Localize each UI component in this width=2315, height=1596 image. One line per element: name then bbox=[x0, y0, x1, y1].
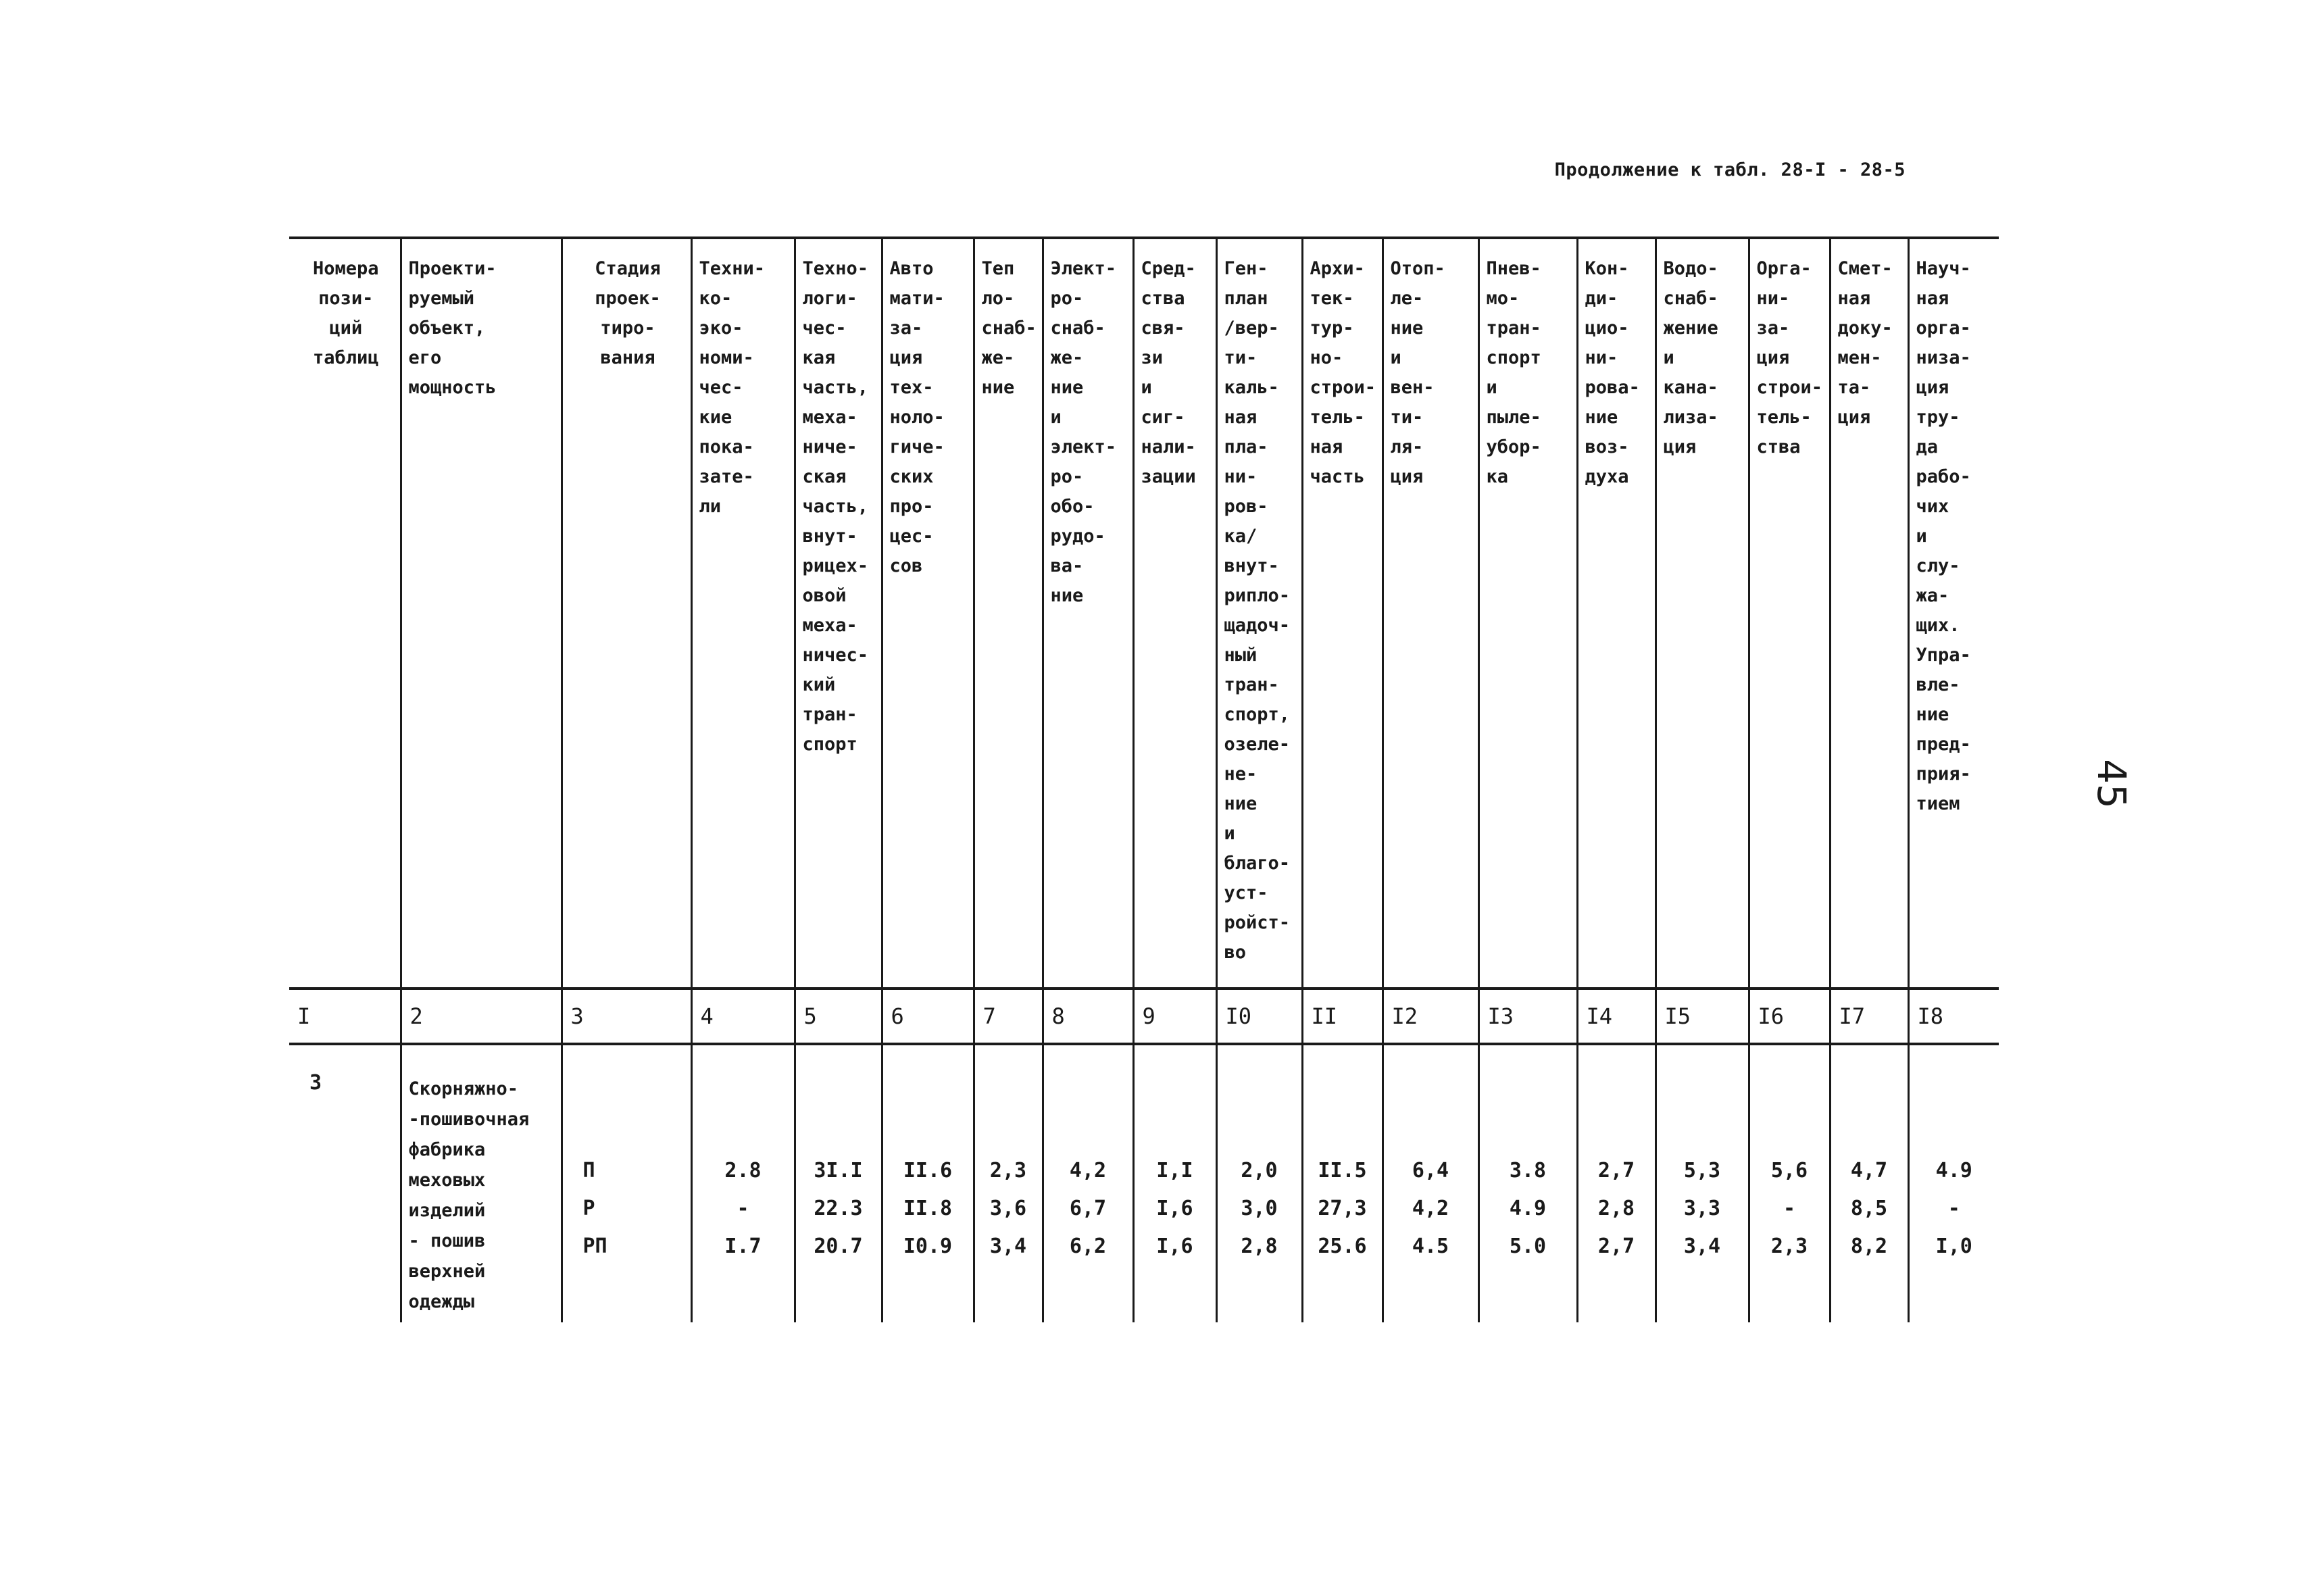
value-cell-col-13 bbox=[1478, 1044, 1577, 1322]
header-line: ле- bbox=[1390, 288, 1424, 309]
header-line: лиза- bbox=[1663, 407, 1718, 428]
header-line: вен- bbox=[1390, 377, 1435, 398]
header-line: кая bbox=[802, 347, 836, 368]
header-line: ка bbox=[1486, 466, 1509, 487]
header-line: тур- bbox=[1310, 318, 1354, 339]
header-line: внут- bbox=[802, 526, 857, 547]
header-cell-15 bbox=[1656, 238, 1749, 989]
header-line: рицех- bbox=[802, 555, 869, 576]
value-cell-col-7 bbox=[974, 1044, 1043, 1322]
header-line: чес- bbox=[802, 318, 847, 339]
header-line: руемый bbox=[408, 288, 475, 309]
value: 2,3 bbox=[989, 1159, 1027, 1182]
header-cell-5 bbox=[795, 238, 882, 989]
header-line: слу- bbox=[1916, 555, 1960, 576]
value-cell-col-4 bbox=[691, 1044, 795, 1322]
header-line: Кон- bbox=[1585, 258, 1629, 279]
header-line: ва- bbox=[1050, 555, 1084, 576]
header-line: ный bbox=[1224, 645, 1258, 666]
stage-value: РП bbox=[582, 1235, 607, 1258]
header-line: внут- bbox=[1224, 555, 1279, 576]
value: I,6 bbox=[1156, 1197, 1193, 1220]
header-line: ние bbox=[1050, 585, 1084, 606]
value-cell-col-5 bbox=[795, 1044, 882, 1322]
value: I.7 bbox=[724, 1235, 762, 1258]
header-line: благо- bbox=[1224, 853, 1291, 874]
data-table bbox=[289, 236, 1999, 1322]
header-line: меха- bbox=[802, 407, 857, 428]
header-line: вле- bbox=[1916, 674, 1960, 695]
position-number: 3 bbox=[309, 1071, 322, 1095]
cell-position bbox=[289, 1044, 401, 1322]
stage-value: П bbox=[582, 1159, 595, 1182]
header-line: доку- bbox=[1837, 318, 1893, 339]
header-line: и bbox=[1916, 526, 1927, 547]
header-line: сов bbox=[889, 555, 923, 576]
header-line: чих bbox=[1916, 496, 1949, 517]
header-line: таблиц bbox=[312, 347, 379, 368]
value-cell-col-16 bbox=[1749, 1044, 1830, 1322]
header-line: пла- bbox=[1224, 437, 1268, 457]
header-line: часть bbox=[1310, 466, 1365, 487]
header-line: тель- bbox=[1756, 407, 1812, 428]
column-number: I7 bbox=[1830, 989, 1908, 1044]
header-line: спорт bbox=[1486, 347, 1541, 368]
value: 5,3 bbox=[1683, 1159, 1721, 1182]
header-line: нали- bbox=[1141, 437, 1196, 457]
header-line: мати- bbox=[889, 288, 945, 309]
value-cell-col-6 bbox=[882, 1044, 974, 1322]
column-number: 7 bbox=[974, 989, 1043, 1044]
object-name-line: одежды bbox=[408, 1291, 475, 1312]
column-number: I4 bbox=[1577, 989, 1656, 1044]
header-line: та- bbox=[1837, 377, 1871, 398]
header-line: рова- bbox=[1585, 377, 1640, 398]
header-line: ства bbox=[1756, 437, 1801, 457]
header-line: ная bbox=[1224, 407, 1258, 428]
value-cell-col-14 bbox=[1577, 1044, 1656, 1322]
value: 4.9 bbox=[1935, 1159, 1972, 1182]
column-number: 4 bbox=[691, 989, 795, 1044]
header-line: Номера bbox=[312, 258, 379, 279]
header-line: ная bbox=[1837, 288, 1871, 309]
header-cell-3 bbox=[562, 238, 691, 989]
value-cell-col-15 bbox=[1656, 1044, 1749, 1322]
header-cell-13 bbox=[1478, 238, 1577, 989]
header-line: кие bbox=[699, 407, 732, 428]
header-cell-11 bbox=[1302, 238, 1383, 989]
header-line: меха- bbox=[802, 615, 857, 636]
header-line: ная bbox=[1916, 288, 1949, 309]
value: 2,3 bbox=[1770, 1235, 1808, 1258]
header-line: ская bbox=[802, 466, 847, 487]
value: 2,8 bbox=[1241, 1235, 1278, 1258]
header-line: прия- bbox=[1916, 764, 1971, 784]
header-line: ля- bbox=[1390, 437, 1424, 457]
header-line: ничес- bbox=[802, 645, 869, 666]
object-name-line: изделий bbox=[408, 1200, 486, 1221]
header-line: и bbox=[1141, 377, 1152, 398]
header-line: зации bbox=[1141, 466, 1196, 487]
header-row bbox=[289, 238, 1999, 989]
header-line: ройст- bbox=[1224, 912, 1291, 933]
value: 4,2 bbox=[1412, 1197, 1449, 1220]
header-line: ти- bbox=[1390, 407, 1424, 428]
stage-value: Р bbox=[582, 1197, 595, 1220]
header-cell-4 bbox=[691, 238, 795, 989]
header-cell-12 bbox=[1383, 238, 1478, 989]
header-line: же- bbox=[1050, 347, 1084, 368]
value: 2,0 bbox=[1241, 1159, 1278, 1182]
header-cell-8 bbox=[1043, 238, 1133, 989]
header-line: овой bbox=[802, 585, 847, 606]
column-number: I5 bbox=[1656, 989, 1749, 1044]
column-number: 3 bbox=[562, 989, 691, 1044]
value: 8,2 bbox=[1850, 1235, 1888, 1258]
table-row bbox=[289, 1044, 1999, 1322]
header-line: Сред- bbox=[1141, 258, 1196, 279]
header-line: духа bbox=[1585, 466, 1629, 487]
object-name-line: фабрика bbox=[408, 1139, 486, 1160]
header-line: Авто bbox=[889, 258, 934, 279]
object-name-line: меховых bbox=[408, 1170, 486, 1191]
column-number: I6 bbox=[1749, 989, 1830, 1044]
header-line: ни- bbox=[1756, 288, 1790, 309]
header-line: спорт bbox=[802, 734, 857, 755]
header-line: ция bbox=[1756, 347, 1790, 368]
value: II.5 bbox=[1318, 1159, 1367, 1182]
header-line: ноло- bbox=[889, 407, 945, 428]
object-name-line: верхней bbox=[408, 1261, 486, 1282]
header-line: но- bbox=[1310, 347, 1343, 368]
header-line: ро- bbox=[1050, 466, 1084, 487]
header-line: орга- bbox=[1916, 318, 1971, 339]
header-line: строи- bbox=[1310, 377, 1376, 398]
header-line: ских bbox=[889, 466, 934, 487]
value: - bbox=[1783, 1197, 1796, 1220]
value: 3I.I bbox=[814, 1159, 863, 1182]
header-line: цио- bbox=[1585, 318, 1629, 339]
value: 20.7 bbox=[814, 1235, 863, 1258]
header-line: жение bbox=[1663, 318, 1718, 339]
header-line: ние bbox=[1224, 793, 1258, 814]
header-line: низа- bbox=[1916, 347, 1971, 368]
value: 4.9 bbox=[1509, 1197, 1547, 1220]
value: I,6 bbox=[1156, 1235, 1193, 1258]
header-line: Стадия bbox=[595, 258, 661, 279]
header-line: тру- bbox=[1916, 407, 1960, 428]
header-line: план bbox=[1224, 288, 1268, 309]
value: 3,3 bbox=[1683, 1197, 1721, 1220]
header-line: же- bbox=[981, 347, 1015, 368]
header-line: Упра- bbox=[1916, 645, 1971, 666]
value: 5,6 bbox=[1770, 1159, 1808, 1182]
header-line: тиро- bbox=[600, 318, 655, 339]
header-line: ние bbox=[1916, 704, 1949, 725]
header-line: пози- bbox=[318, 288, 374, 309]
value: II.8 bbox=[903, 1197, 953, 1220]
header-line: ни- bbox=[1585, 347, 1618, 368]
column-number-row bbox=[289, 989, 1999, 1044]
header-line: ние bbox=[981, 377, 1015, 398]
header-line: ни- bbox=[1224, 466, 1258, 487]
column-number: 2 bbox=[401, 989, 562, 1044]
header-line: за- bbox=[889, 318, 923, 339]
header-line: ние bbox=[1390, 318, 1424, 339]
header-line: рудо- bbox=[1050, 526, 1105, 547]
header-line: снаб- bbox=[1663, 288, 1718, 309]
table-caption: Продолжение к табл. 28-I - 28-5 bbox=[1554, 159, 1906, 180]
header-line: Отоп- bbox=[1390, 258, 1445, 279]
header-line: Проекти- bbox=[408, 258, 497, 279]
value: 6,2 bbox=[1069, 1235, 1107, 1258]
header-line: цес- bbox=[889, 526, 934, 547]
value: 25.6 bbox=[1318, 1235, 1367, 1258]
header-line: снаб- bbox=[981, 318, 1037, 339]
value: 8,5 bbox=[1850, 1197, 1888, 1220]
header-line: тек- bbox=[1310, 288, 1354, 309]
header-line: эко- bbox=[699, 318, 743, 339]
header-line: жа- bbox=[1916, 585, 1949, 606]
header-line: каль- bbox=[1224, 377, 1279, 398]
header-cell-7 bbox=[974, 238, 1043, 989]
header-line: ка/ bbox=[1224, 526, 1258, 547]
column-number: I0 bbox=[1216, 989, 1302, 1044]
header-line: про- bbox=[889, 496, 934, 517]
header-line: спорт, bbox=[1224, 704, 1291, 725]
value-cell-col-18 bbox=[1908, 1044, 1999, 1322]
value: 27,3 bbox=[1318, 1197, 1367, 1220]
column-number: 6 bbox=[882, 989, 974, 1044]
header-line: его bbox=[408, 347, 442, 368]
value-cell-col-8 bbox=[1043, 1044, 1133, 1322]
header-line: Смет- bbox=[1837, 258, 1893, 279]
header-line: зате- bbox=[699, 466, 754, 487]
header-line: кана- bbox=[1663, 377, 1718, 398]
header-line: и bbox=[1224, 823, 1235, 844]
header-line: Архи- bbox=[1310, 258, 1365, 279]
object-name bbox=[402, 1045, 561, 1317]
header-line: ро- bbox=[1050, 288, 1084, 309]
value: I0.9 bbox=[903, 1235, 953, 1258]
header-line: ций bbox=[329, 318, 363, 339]
value: 2.8 bbox=[724, 1159, 762, 1182]
header-line: свя- bbox=[1141, 318, 1185, 339]
value: II.6 bbox=[903, 1159, 953, 1182]
header-line: номи- bbox=[699, 347, 754, 368]
value: 4,7 bbox=[1850, 1159, 1888, 1182]
value-cell-col-11 bbox=[1302, 1044, 1383, 1322]
value: 2,7 bbox=[1597, 1235, 1635, 1258]
header-line: воз- bbox=[1585, 437, 1629, 457]
header-line: ция bbox=[1837, 407, 1871, 428]
value: - bbox=[1947, 1197, 1960, 1220]
object-name-line: -пошивочная bbox=[408, 1109, 530, 1130]
header-line: /вер- bbox=[1224, 318, 1279, 339]
header-line: пыле- bbox=[1486, 407, 1541, 428]
header-line: ние bbox=[1585, 407, 1618, 428]
value: I,I bbox=[1156, 1159, 1193, 1182]
value: I,0 bbox=[1935, 1235, 1972, 1258]
value-cell-col-12 bbox=[1383, 1044, 1478, 1322]
header-line: ние bbox=[1050, 377, 1084, 398]
header-cell-18 bbox=[1908, 238, 1999, 989]
header-line: Водо- bbox=[1663, 258, 1718, 279]
header-line: ция bbox=[1916, 377, 1949, 398]
header-line: ли bbox=[699, 496, 722, 517]
header-line: вания bbox=[600, 347, 655, 368]
header-cell-1 bbox=[289, 238, 401, 989]
header-line: тран- bbox=[1224, 674, 1279, 695]
header-line: Техни- bbox=[699, 258, 766, 279]
cell-object bbox=[401, 1044, 562, 1322]
header-line: не- bbox=[1224, 764, 1258, 784]
value: 22.3 bbox=[814, 1197, 863, 1220]
header-line: ди- bbox=[1585, 288, 1618, 309]
value: 4.5 bbox=[1412, 1235, 1449, 1258]
column-number: I8 bbox=[1908, 989, 1999, 1044]
header-line: мощность bbox=[408, 377, 497, 398]
header-line: ция bbox=[1663, 437, 1697, 457]
value: 3,0 bbox=[1241, 1197, 1278, 1220]
object-name-line: Скорняжно- bbox=[408, 1078, 519, 1099]
header-line: обо- bbox=[1050, 496, 1095, 517]
header-line: Ген- bbox=[1224, 258, 1268, 279]
header-line: ти- bbox=[1224, 347, 1258, 368]
column-number: 8 bbox=[1043, 989, 1133, 1044]
header-line: чес- bbox=[699, 377, 743, 398]
header-line: убор- bbox=[1486, 437, 1541, 457]
header-line: кий bbox=[802, 674, 836, 695]
value-cell-col-10 bbox=[1216, 1044, 1302, 1322]
header-line: тель- bbox=[1310, 407, 1365, 428]
header-line: логи- bbox=[802, 288, 857, 309]
header-line: и bbox=[1486, 377, 1497, 398]
header-line: да bbox=[1916, 437, 1939, 457]
header-line: сиг- bbox=[1141, 407, 1185, 428]
header-line: Элект- bbox=[1050, 258, 1117, 279]
value: 3.8 bbox=[1509, 1159, 1547, 1182]
header-line: щадоч- bbox=[1224, 615, 1291, 636]
column-number: 9 bbox=[1133, 989, 1216, 1044]
value: 4,2 bbox=[1069, 1159, 1107, 1182]
header-cell-9 bbox=[1133, 238, 1216, 989]
value-cell-col-17 bbox=[1830, 1044, 1908, 1322]
header-line: уст- bbox=[1224, 882, 1268, 903]
header-line: Орга- bbox=[1756, 258, 1812, 279]
value: 6,4 bbox=[1412, 1159, 1449, 1182]
header-line: часть, bbox=[802, 496, 869, 517]
header-line: рабо- bbox=[1916, 466, 1971, 487]
column-number: 5 bbox=[795, 989, 882, 1044]
header-line: и bbox=[1663, 347, 1674, 368]
object-name-line: - пошив bbox=[408, 1230, 486, 1251]
header-cell-17 bbox=[1830, 238, 1908, 989]
header-line: ко- bbox=[699, 288, 732, 309]
header-line: и bbox=[1390, 347, 1401, 368]
header-cell-14 bbox=[1577, 238, 1656, 989]
header-line: гиче- bbox=[889, 437, 945, 457]
header-line: Теп bbox=[981, 258, 1015, 279]
value: 5.0 bbox=[1509, 1235, 1547, 1258]
header-line: снаб- bbox=[1050, 318, 1105, 339]
value-cell-col-9 bbox=[1133, 1044, 1216, 1322]
header-line: ция bbox=[889, 347, 923, 368]
value: 2,8 bbox=[1597, 1197, 1635, 1220]
header-line: часть, bbox=[802, 377, 869, 398]
column-number: I bbox=[289, 989, 401, 1044]
header-line: пока- bbox=[699, 437, 754, 457]
cell-stage bbox=[562, 1044, 691, 1322]
header-line: во bbox=[1224, 942, 1247, 963]
header-line: тран- bbox=[802, 704, 857, 725]
header-line: объект, bbox=[408, 318, 486, 339]
header-cell-10 bbox=[1216, 238, 1302, 989]
value: 3,4 bbox=[989, 1235, 1027, 1258]
header-line: ров- bbox=[1224, 496, 1268, 517]
value: 2,7 bbox=[1597, 1159, 1635, 1182]
column-number: II bbox=[1302, 989, 1383, 1044]
header-line: тех- bbox=[889, 377, 934, 398]
header-line: Науч- bbox=[1916, 258, 1971, 279]
header-line: строи- bbox=[1756, 377, 1823, 398]
header-line: рипло- bbox=[1224, 585, 1291, 606]
header-line: ция bbox=[1390, 466, 1424, 487]
column-number: I3 bbox=[1478, 989, 1577, 1044]
value: 3,4 bbox=[1683, 1235, 1721, 1258]
header-line: ная bbox=[1310, 437, 1343, 457]
header-line: ниче- bbox=[802, 437, 857, 457]
header-line: щих. bbox=[1916, 615, 1960, 636]
header-line: Техно- bbox=[802, 258, 869, 279]
header-line: элект- bbox=[1050, 437, 1117, 457]
header-line: тран- bbox=[1486, 318, 1541, 339]
header-line: озеле- bbox=[1224, 734, 1291, 755]
header-line: мен- bbox=[1837, 347, 1882, 368]
value: - bbox=[737, 1197, 749, 1220]
header-line: ло- bbox=[981, 288, 1015, 309]
header-line: тием bbox=[1916, 793, 1960, 814]
header-line: за- bbox=[1756, 318, 1790, 339]
header-line: мо- bbox=[1486, 288, 1520, 309]
header-cell-2 bbox=[401, 238, 562, 989]
header-line: ства bbox=[1141, 288, 1185, 309]
header-line: проек- bbox=[595, 288, 661, 309]
value: 6,7 bbox=[1069, 1197, 1107, 1220]
header-cell-6 bbox=[882, 238, 974, 989]
header-line: зи bbox=[1141, 347, 1164, 368]
header-line: пред- bbox=[1916, 734, 1971, 755]
column-number: I2 bbox=[1383, 989, 1478, 1044]
header-line: Пнев- bbox=[1486, 258, 1541, 279]
header-cell-16 bbox=[1749, 238, 1830, 989]
page-number: 45 bbox=[2089, 759, 2135, 809]
value: 3,6 bbox=[989, 1197, 1027, 1220]
header-line: и bbox=[1050, 407, 1062, 428]
